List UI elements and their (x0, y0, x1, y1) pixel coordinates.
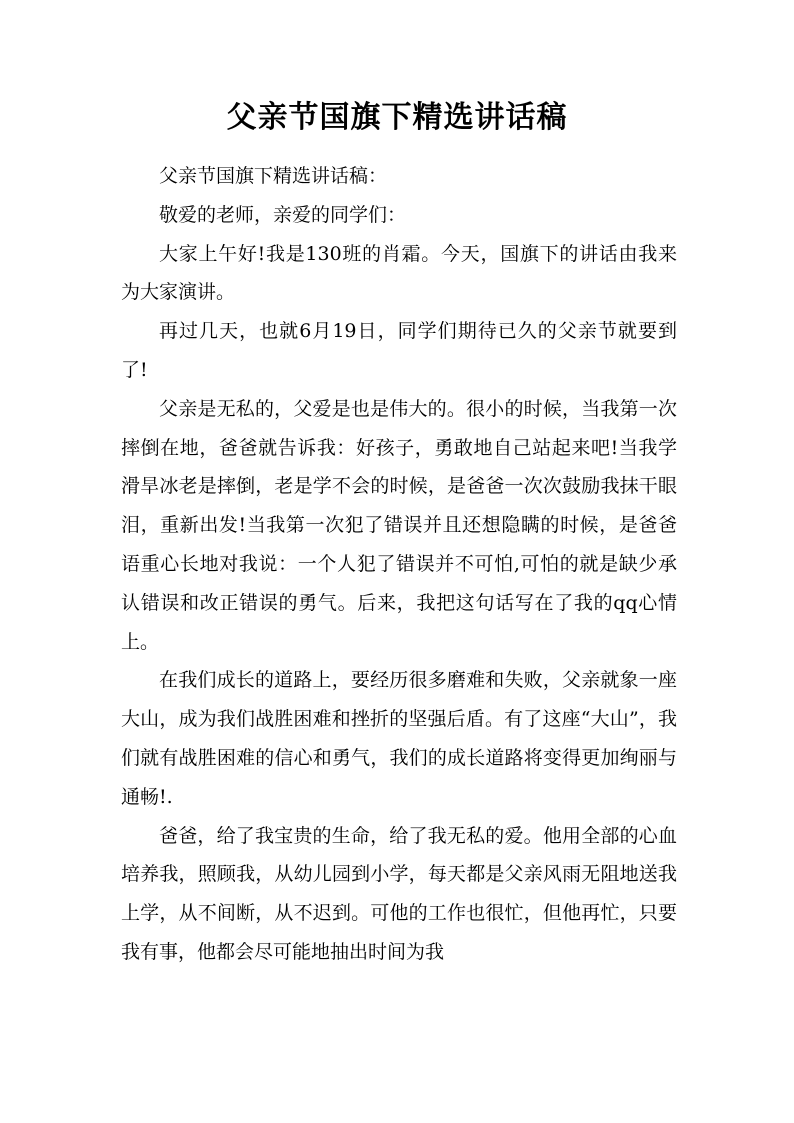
paragraph-greeting: 大家上午好!我是130班的肖霜。今天，国旗下的讲话由我来为大家演讲。 (121, 242, 677, 304)
paragraph-fathers-day: 再过几天，也就6月19日，同学们期待已久的父亲节就要到了! (121, 320, 677, 381)
paragraph-growth-road: 在我们成长的道路上，要经历很多磨难和失败，父亲就象一座大山，成为我们战胜困难和挫折的坚强后盾。有了这座“大山”，我们就有战胜困难的信心和勇气，我们的成长道路将变得更加绚丽与通畅!. (121, 669, 677, 808)
paragraph-dad-care: 爸爸，给了我宝贵的生命，给了我无私的爱。他用全部的心血培养我，照顾我，从幼儿园到小学，每天都是父亲风雨无阻地送我上学，从不间断，从不迟到。可他的工作也很忙，但他再忙，只要我有事，他都会尽可能地抽出时间为我 (121, 824, 677, 963)
paragraph-salutation: 敬爱的老师，亲爱的同学们： (159, 203, 407, 226)
document-title: 父亲节国旗下精选讲话稿 (226, 100, 568, 135)
document-body (121, 157, 677, 972)
paragraph-heading: 父亲节国旗下精选讲话稿： (159, 165, 388, 187)
paragraph-father-selfless: 父亲是无私的，父爱是也是伟大的。很小的时候，当我第一次摔倒在地，爸爸就告诉我：好孩子，勇敢地自己站起来吧!当我学滑旱冰老是摔倒，老是学不会的时候，是爸爸一次次鼓励我抹干眼泪，重新出发!当我第一次犯了错误并且还想隐瞒的时候，是爸爸语重心长地对我说：一个人犯了错误并不可怕,可怕的就是缺少承认错误和改正错误的勇气。后来，我把这句话写在了我的qq心情上。 (121, 397, 677, 653)
